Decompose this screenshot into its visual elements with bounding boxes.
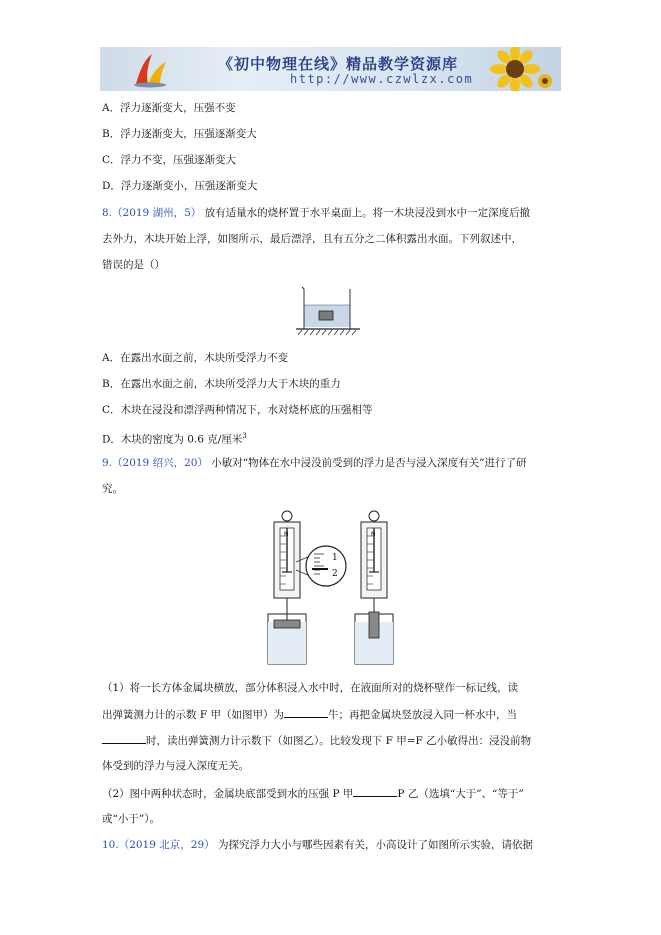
q9-p1-text-a: 出弹簧测力计的示数 F 甲（如图甲）为: [102, 709, 284, 721]
q7-option-b: B．浮力逐渐变大，压强逐渐变大: [102, 128, 257, 140]
q10-text1: 为探究浮力大小与哪些因素有关，小高设计了如图所示实验，请依据: [217, 839, 533, 851]
q8-line3: 错误的是（）: [102, 259, 165, 271]
q9-unit-left: N: [284, 531, 289, 538]
q9-line1: [102, 456, 527, 470]
q8-text1: 放有适量水的烧杯置于水平桌面上。将一木块浸没到水中一定深度后撤: [204, 207, 531, 219]
q8-beaker-figure: [292, 283, 364, 341]
q9-p2-text-a: （2）图中两种状态时，金属块底部受到水的压强 P 甲: [102, 788, 354, 800]
q9-p1-line2: [102, 707, 517, 722]
q8-line2: 去外力，木块开始上浮，如图所示，最后漂浮，且有五分之二体积露出水面。下列叙述中，: [102, 233, 522, 245]
q8-option-a: A．在露出水面之前，木块所受浮力不变: [102, 352, 289, 364]
q8-option-d: [102, 429, 247, 447]
q8-option-b: B．在露出水面之前，木块所受浮力大于木块的重力: [102, 378, 341, 390]
q9-spring-scale-figure: [262, 510, 402, 668]
q7-option-c: C．浮力不变，压强逐渐变大: [102, 154, 237, 166]
q9-tick-label-2: 2: [332, 569, 338, 579]
q8-option-d-text: D．木块的密度为 0.6 克/厘米: [102, 433, 243, 446]
q9-tick-label-1: 1: [332, 553, 338, 563]
q9-p1-line1: （1）将一长方体金属块横放，部分体积浸入水中时，在液面所对的烧杯壁作一标记线，读: [102, 682, 519, 694]
q7-option-a: A．浮力逐渐变大，压强不变: [102, 102, 236, 114]
q9-text1: 小敏对“物体在水中浸没前受到的浮力是否与浸入深度有关”进行了研: [211, 457, 527, 469]
q9-number: 9.（2019 绍兴，20）: [102, 457, 208, 469]
q9-unit-right: N: [371, 531, 376, 538]
q7-option-d: D．浮力逐渐变小，压强逐渐变大: [102, 180, 258, 192]
header-banner: [100, 47, 561, 91]
sunflower-icon: [475, 47, 555, 91]
q9-p2-line1: [102, 786, 524, 801]
banner-url: http://www.czwlzx.com: [290, 72, 474, 86]
q8-line1: [102, 206, 530, 220]
q8-option-d-sup: 3: [242, 432, 247, 440]
q9-p1-text-b: 牛；再把金属块竖放浸入同一杯水中，当: [327, 709, 517, 721]
q9-blank-1: [284, 707, 328, 718]
q9-blank-3: [353, 786, 397, 797]
q9-p2-line2: 或“小于”）。: [102, 813, 160, 825]
q8-number: 8.（2019 湖州，5）: [102, 207, 202, 219]
q9-line2: 究。: [102, 483, 123, 495]
q9-p2-text-b: P 乙（选填“大于”、“等于”: [397, 788, 524, 800]
q10-line1: [102, 838, 533, 852]
q9-blank-2: [102, 733, 146, 744]
q9-p1-text-c: 时，读出弹簧测力计示数下（如图乙）。比较发现下 F 甲=F 乙小敏得出：浸没前物: [146, 735, 532, 747]
q10-number: 10.（2019 北京，29）: [102, 839, 215, 851]
logo-icon: [130, 50, 170, 88]
q8-option-c: C．木块在浸没和漂浮两种情况下，水对烧杯底的压强相等: [102, 404, 373, 416]
q9-p1-line3: [102, 733, 531, 748]
q9-p1-line4: 体受到的浮力与浸入深度无关。: [102, 760, 249, 772]
banner-title: 《初中物理在线》精品教学资源库: [218, 55, 459, 73]
